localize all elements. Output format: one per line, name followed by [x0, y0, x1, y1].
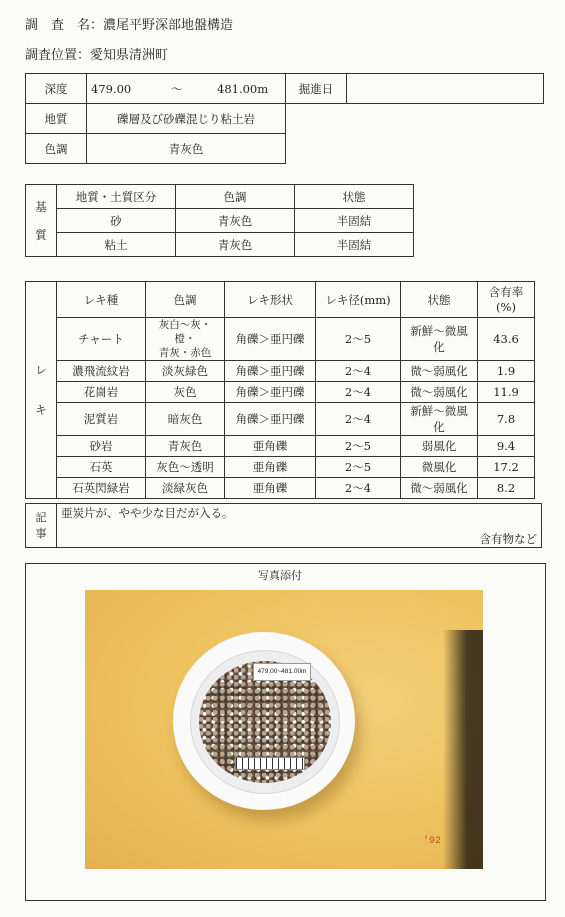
gravel-header-state: 状態 [401, 282, 478, 318]
gravel-cell: 2〜5 [316, 318, 401, 361]
gravel-cell: 微〜弱風化 [401, 382, 478, 403]
gravel-header-size: レキ径(mm) [316, 282, 401, 318]
matrix-cell: 青灰色 [176, 233, 295, 257]
matrix-cell: 粘土 [57, 233, 176, 257]
gravel-cell: 暗灰色 [146, 403, 225, 436]
matrix-cell: 青灰色 [176, 209, 295, 233]
photo-title: 写真添付 [258, 569, 302, 582]
gravel-cell: 弱風化 [401, 436, 478, 457]
gravel-cell: 角礫＞亜円礫 [225, 361, 316, 382]
location-line [25, 44, 168, 63]
gravel-side-label-2: キ [35, 403, 47, 417]
gravel-cell: 微〜弱風化 [401, 361, 478, 382]
gravel-cell: 2〜4 [316, 478, 401, 499]
matrix-side-label [26, 185, 57, 257]
gravel-cell: 2〜4 [316, 382, 401, 403]
gravel-header-content-1: 含有率 [488, 284, 524, 299]
drill-date-label: 掘進日 [286, 74, 347, 104]
survey-name-line [25, 14, 233, 33]
survey-name: 濃尾平野深部地盤構造 [103, 18, 234, 33]
geology-label: 地質 [26, 104, 87, 134]
gravel-cell [146, 318, 225, 361]
gravel-cell: 角礫＞亜円礫 [225, 403, 316, 436]
gravel-cell: 泥質岩 [57, 403, 146, 436]
gravel-header-color: 色調 [146, 282, 225, 318]
gravel-cell: 微風化 [401, 457, 478, 478]
gravel-cell: 亜角礫 [225, 478, 316, 499]
gravel-cell: 9.4 [478, 436, 535, 457]
gravel-header-content [478, 282, 535, 318]
color-label: 色調 [26, 134, 87, 164]
gravel-cell: 淡灰緑色 [146, 361, 225, 382]
gravel-header-shape: レキ形状 [225, 282, 316, 318]
notes-side-label [26, 504, 57, 548]
matrix-cell: 半固結 [295, 209, 414, 233]
depth-cell [87, 74, 286, 104]
gravel-cell: 新鮮〜微風化 [401, 403, 478, 436]
depth-separator: 〜 [171, 81, 183, 96]
gravel-header-content-2: (%) [496, 299, 516, 314]
gravel-side-label-1: レ [35, 363, 47, 377]
gravel-cell: 微〜弱風化 [401, 478, 478, 499]
gravel-cell: 1.9 [478, 361, 535, 382]
matrix-header-state: 状態 [295, 185, 414, 209]
gravel-cell: 青灰色 [146, 436, 225, 457]
matrix-header-type: 地質・土質区分 [57, 185, 176, 209]
location-label: 調査位置： [25, 48, 91, 63]
gravel-cell: 2〜5 [316, 436, 401, 457]
notes-table [25, 503, 542, 548]
info-table [25, 73, 544, 164]
gravel-cell: 濃飛流紋岩 [57, 361, 146, 382]
photo-date-stamp: '92 [423, 836, 442, 847]
gravel-cell: 2〜5 [316, 457, 401, 478]
matrix-header-color: 色調 [176, 185, 295, 209]
gravel-cell: 17.2 [478, 457, 535, 478]
sample-photo [85, 590, 483, 869]
gravel-cell: 淡緑灰色 [146, 478, 225, 499]
drill-date [347, 74, 544, 104]
gravel-cell: 2〜4 [316, 403, 401, 436]
depth-from: 479.00 [91, 81, 132, 96]
gravel-cell: 石英 [57, 457, 146, 478]
notes-body [57, 504, 542, 548]
gravel-cell: 灰色〜透明 [146, 457, 225, 478]
gravel-color-line-1: 灰白〜灰・橙・ [158, 319, 212, 345]
gravel-cell: 石英閃緑岩 [57, 478, 146, 499]
notes-text: 亜炭片が、やや少な目だが入る。 [61, 506, 234, 520]
matrix-table [25, 184, 414, 257]
scale-ruler [235, 757, 305, 770]
depth-label: 深度 [26, 74, 87, 104]
color: 青灰色 [87, 134, 286, 164]
photo-shadow [443, 630, 483, 869]
matrix-cell: 砂 [57, 209, 176, 233]
depth-to: 481.00m [217, 81, 269, 96]
gravel-cell: 新鮮〜微風化 [401, 318, 478, 361]
location: 愛知県清洲町 [90, 48, 169, 63]
matrix-side-label-1: 基 [35, 199, 47, 214]
matrix-cell: 半固結 [295, 233, 414, 257]
notes-footer: 含有物など [479, 532, 537, 546]
gravel-cell: 角礫＞亜円礫 [225, 382, 316, 403]
gravel-cell: 灰色 [146, 382, 225, 403]
gravel-header-type: レキ種 [57, 282, 146, 318]
gravel-cell: 花崗岩 [57, 382, 146, 403]
gravel-cell: チャート [57, 318, 146, 361]
gravel-table [25, 281, 535, 499]
gravel-cell: 角礫＞亜円礫 [225, 318, 316, 361]
gravel-cell: 2〜4 [316, 361, 401, 382]
survey-name-label: 調 査 名： [25, 18, 104, 33]
sample-bowl [173, 632, 355, 810]
gravel-cell: 43.6 [478, 318, 535, 361]
gravel-cell: 8.2 [478, 478, 535, 499]
gravel-cell: 11.9 [478, 382, 535, 403]
sample-label-card: 479.00~481.00m [253, 663, 311, 681]
notes-side-label-2: 事 [35, 526, 47, 540]
gravel-color-line-2: 青灰・赤色 [158, 347, 212, 359]
matrix-side-label-2: 質 [35, 227, 47, 242]
gravel-cell: 砂岩 [57, 436, 146, 457]
gravel-side-label [26, 282, 57, 499]
geology: 礫層及び砂礫混じり粘土岩 [87, 104, 286, 134]
bowl-inner [190, 650, 340, 794]
gravel-cell: 7.8 [478, 403, 535, 436]
gravel-cell: 亜角礫 [225, 436, 316, 457]
gravel-cell: 亜角礫 [225, 457, 316, 478]
notes-side-label-1: 記 [35, 510, 47, 524]
